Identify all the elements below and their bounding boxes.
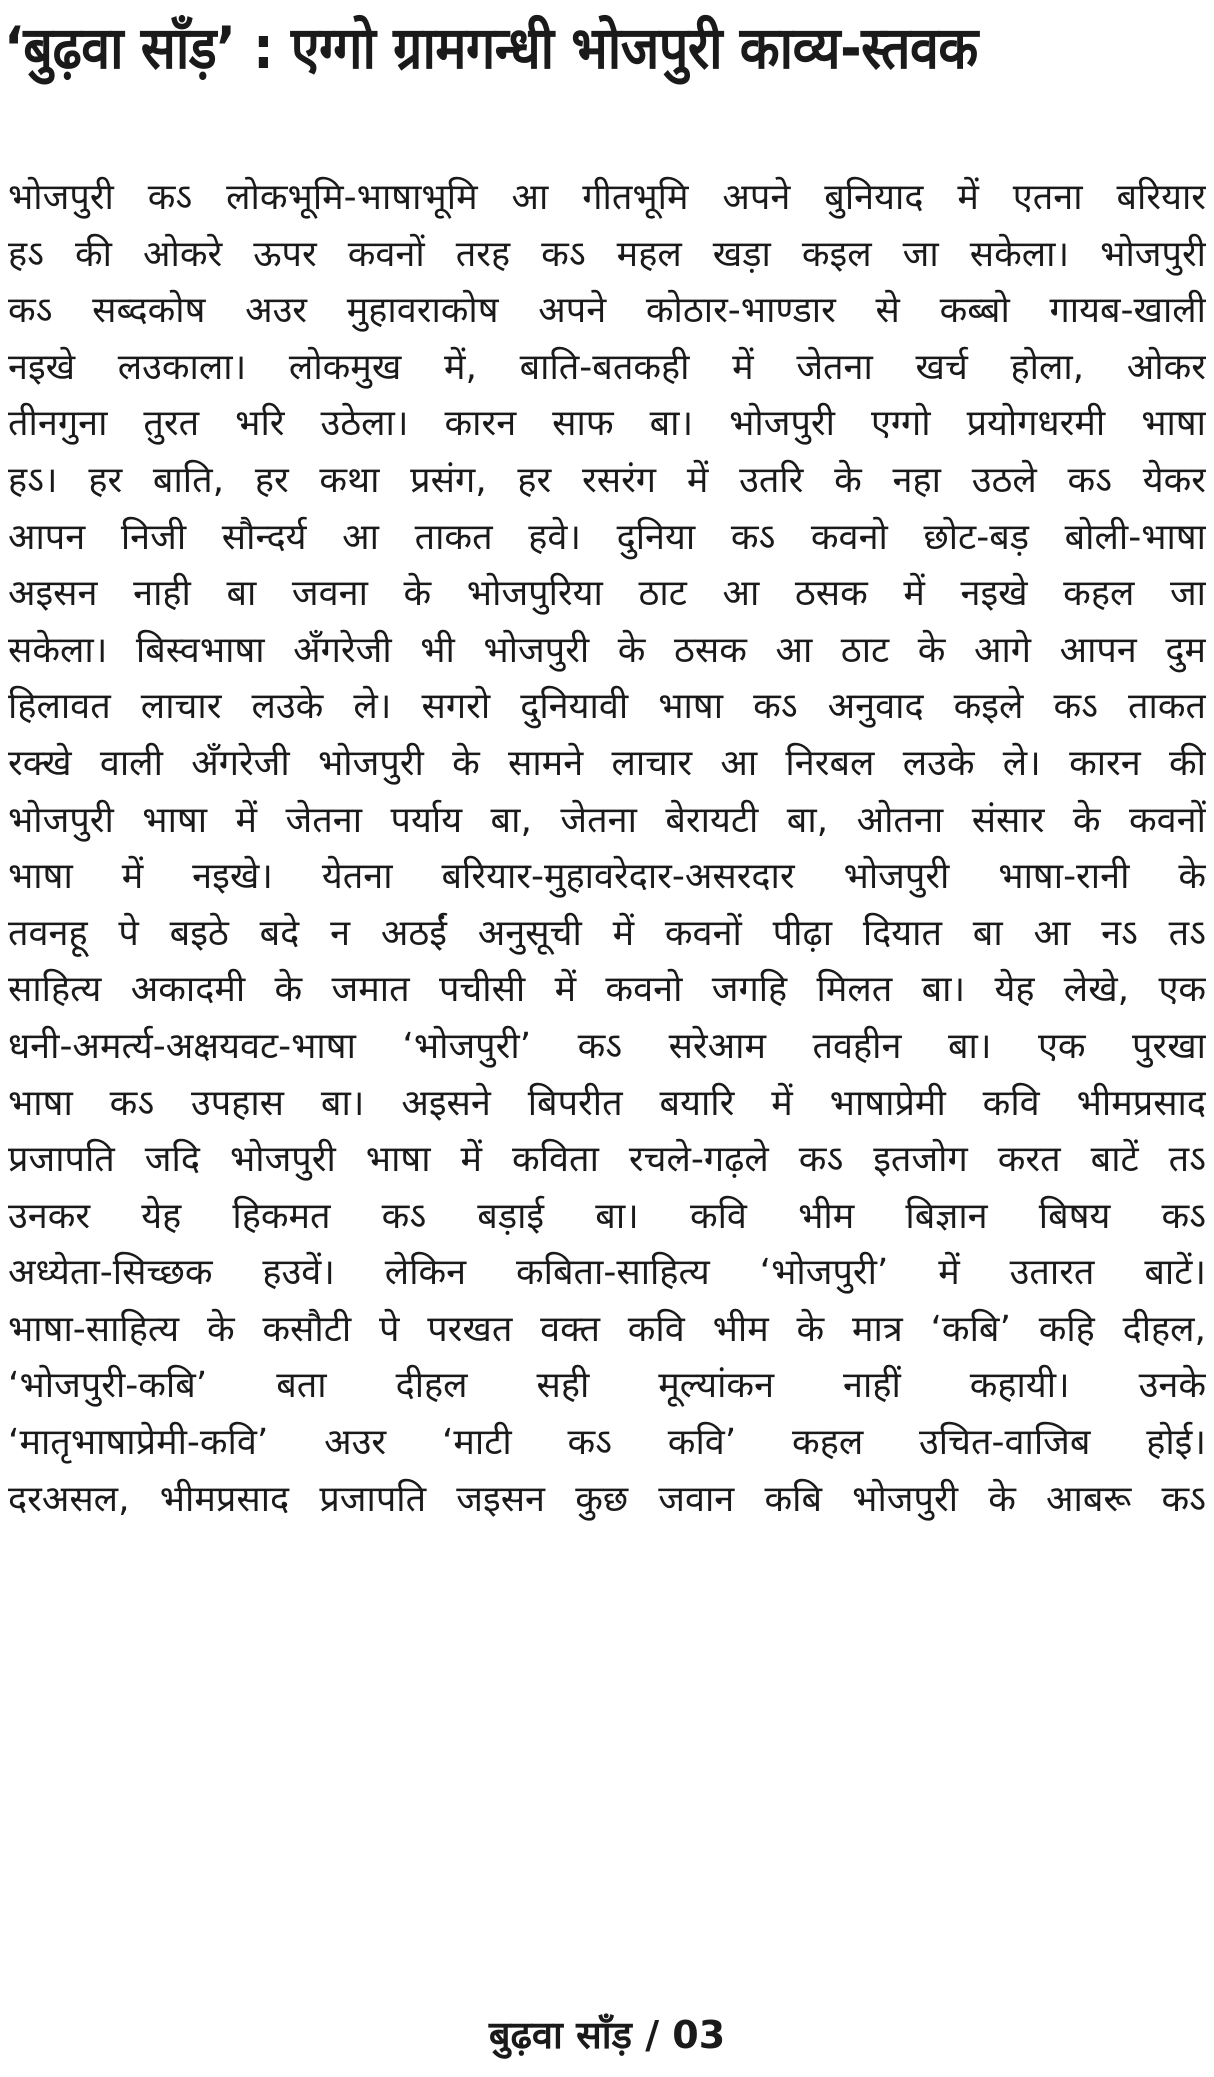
text-line: हऽ। हर बाति, हर कथा प्रसंग, हर रसरंग में उतरि के नहा उठले कऽ येकर [8, 459, 1206, 501]
text-line: तवनहू पे बइठे बदे न अठईं अनुसूची में कवनों पीढ़ा दियात बा आ नऽ तऽ [8, 912, 1206, 954]
page-title: ‘बुढ़वा साँड़’ : एग्गो ग्रामगन्धी भोजपुरी काव्य-स्तवक [4, 15, 978, 83]
text-line: सकेला। बिस्वभाषा अँगरेजी भी भोजपुरी के ठसक आ ठाट के आगे आपन दुम [8, 629, 1206, 671]
text-line: ‘मातृभाषाप्रेमी-कवि’ अउर ‘माटी कऽ कवि’ कहल उचित-वाजिब होई। [8, 1422, 1206, 1464]
text-line: नइखे लउकाला। लोकमुख में, बाति-बतकही में जेतना खर्च होला, ओकर [8, 346, 1206, 388]
text-line: हऽ की ओकरे ऊपर कवनों तरह कऽ महल खड़ा कइल जा सकेला। भोजपुरी [8, 233, 1206, 275]
text-line: भोजपुरी भाषा में जेतना पर्याय बा, जेतना बेरायटी बा, ओतना संसार के कवनों [8, 799, 1206, 841]
text-line: कऽ सब्दकोष अउर मुहावराकोष अपने कोठार-भाण्डार से कब्बो गायब-खाली [8, 290, 1206, 332]
text-line: भोजपुरी कऽ लोकभूमि-भाषाभूमि आ गीतभूमि अपने बुनियाद में एतना बरियार [8, 177, 1206, 218]
body-paragraph [8, 170, 1206, 1528]
text-line: साहित्य अकादमी के जमात पचीसी में कवनो जगहि मिलत बा। येह लेखे, एक [8, 969, 1206, 1011]
text-line: भाषा कऽ उपहास बा। अइसने बिपरीत बयारि में भाषाप्रेमी कवि भीमप्रसाद [8, 1082, 1206, 1124]
text-line: प्रजापति जदि भोजपुरी भाषा में कविता रचले-गढ़ले कऽ इतजोग करत बाटें तऽ [8, 1139, 1206, 1181]
text-line: भाषा-साहित्य के कसौटी पे परखत वक्त कवि भीम के मात्र ‘कबि’ कहि दीहल, [8, 1308, 1206, 1350]
text-line: हिलावत लाचार लउके ले। सगरो दुनियावी भाषा कऽ अनुवाद कइले कऽ ताकत [8, 686, 1206, 728]
text-line: अध्येता-सिच्छक हउवें। लेकिन कबिता-साहित्य ‘भोजपुरी’ में उतारत बाटें। [8, 1252, 1206, 1294]
page-footer: बुढ़वा साँड़ / 03 [488, 2013, 726, 2057]
text-line: आपन निजी सौन्दर्य आ ताकत हवे। दुनिया कऽ कवनो छोट-बड़ बोली-भाषा [8, 516, 1206, 558]
text-line: तीनगुना तुरत भरि उठेला। कारन साफ बा। भोजपुरी एग्गो प्रयोगधरमी भाषा [8, 403, 1206, 445]
text-line: उनकर येह हिकमत कऽ बड़ाई बा। कवि भीम बिज्ञान बिषय कऽ [8, 1195, 1206, 1237]
text-line: ‘भोजपुरी-कबि’ बता दीहल सही मूल्यांकन नाहीं कहायी। उनके [8, 1365, 1206, 1407]
text-line: रक्खे वाली अँगरेजी भोजपुरी के सामने लाचार आ निरबल लउके ले। कारन की [8, 742, 1206, 784]
text-line: धनी-अमर्त्य-अक्षयवट-भाषा ‘भोजपुरी’ कऽ सरेआम तवहीन बा। एक पुरखा [8, 1025, 1206, 1067]
text-line: अइसन नाही बा जवना के भोजपुरिया ठाट आ ठसक में नइखे कहल जा [8, 573, 1206, 615]
text-line: दरअसल, भीमप्रसाद प्रजापति जइसन कुछ जवान कबि भोजपुरी के आबरू कऽ [8, 1478, 1206, 1520]
text-line: भाषा में नइखे। येतना बरियार-मुहावरेदार-असरदार भोजपुरी भाषा-रानी के [8, 856, 1206, 898]
